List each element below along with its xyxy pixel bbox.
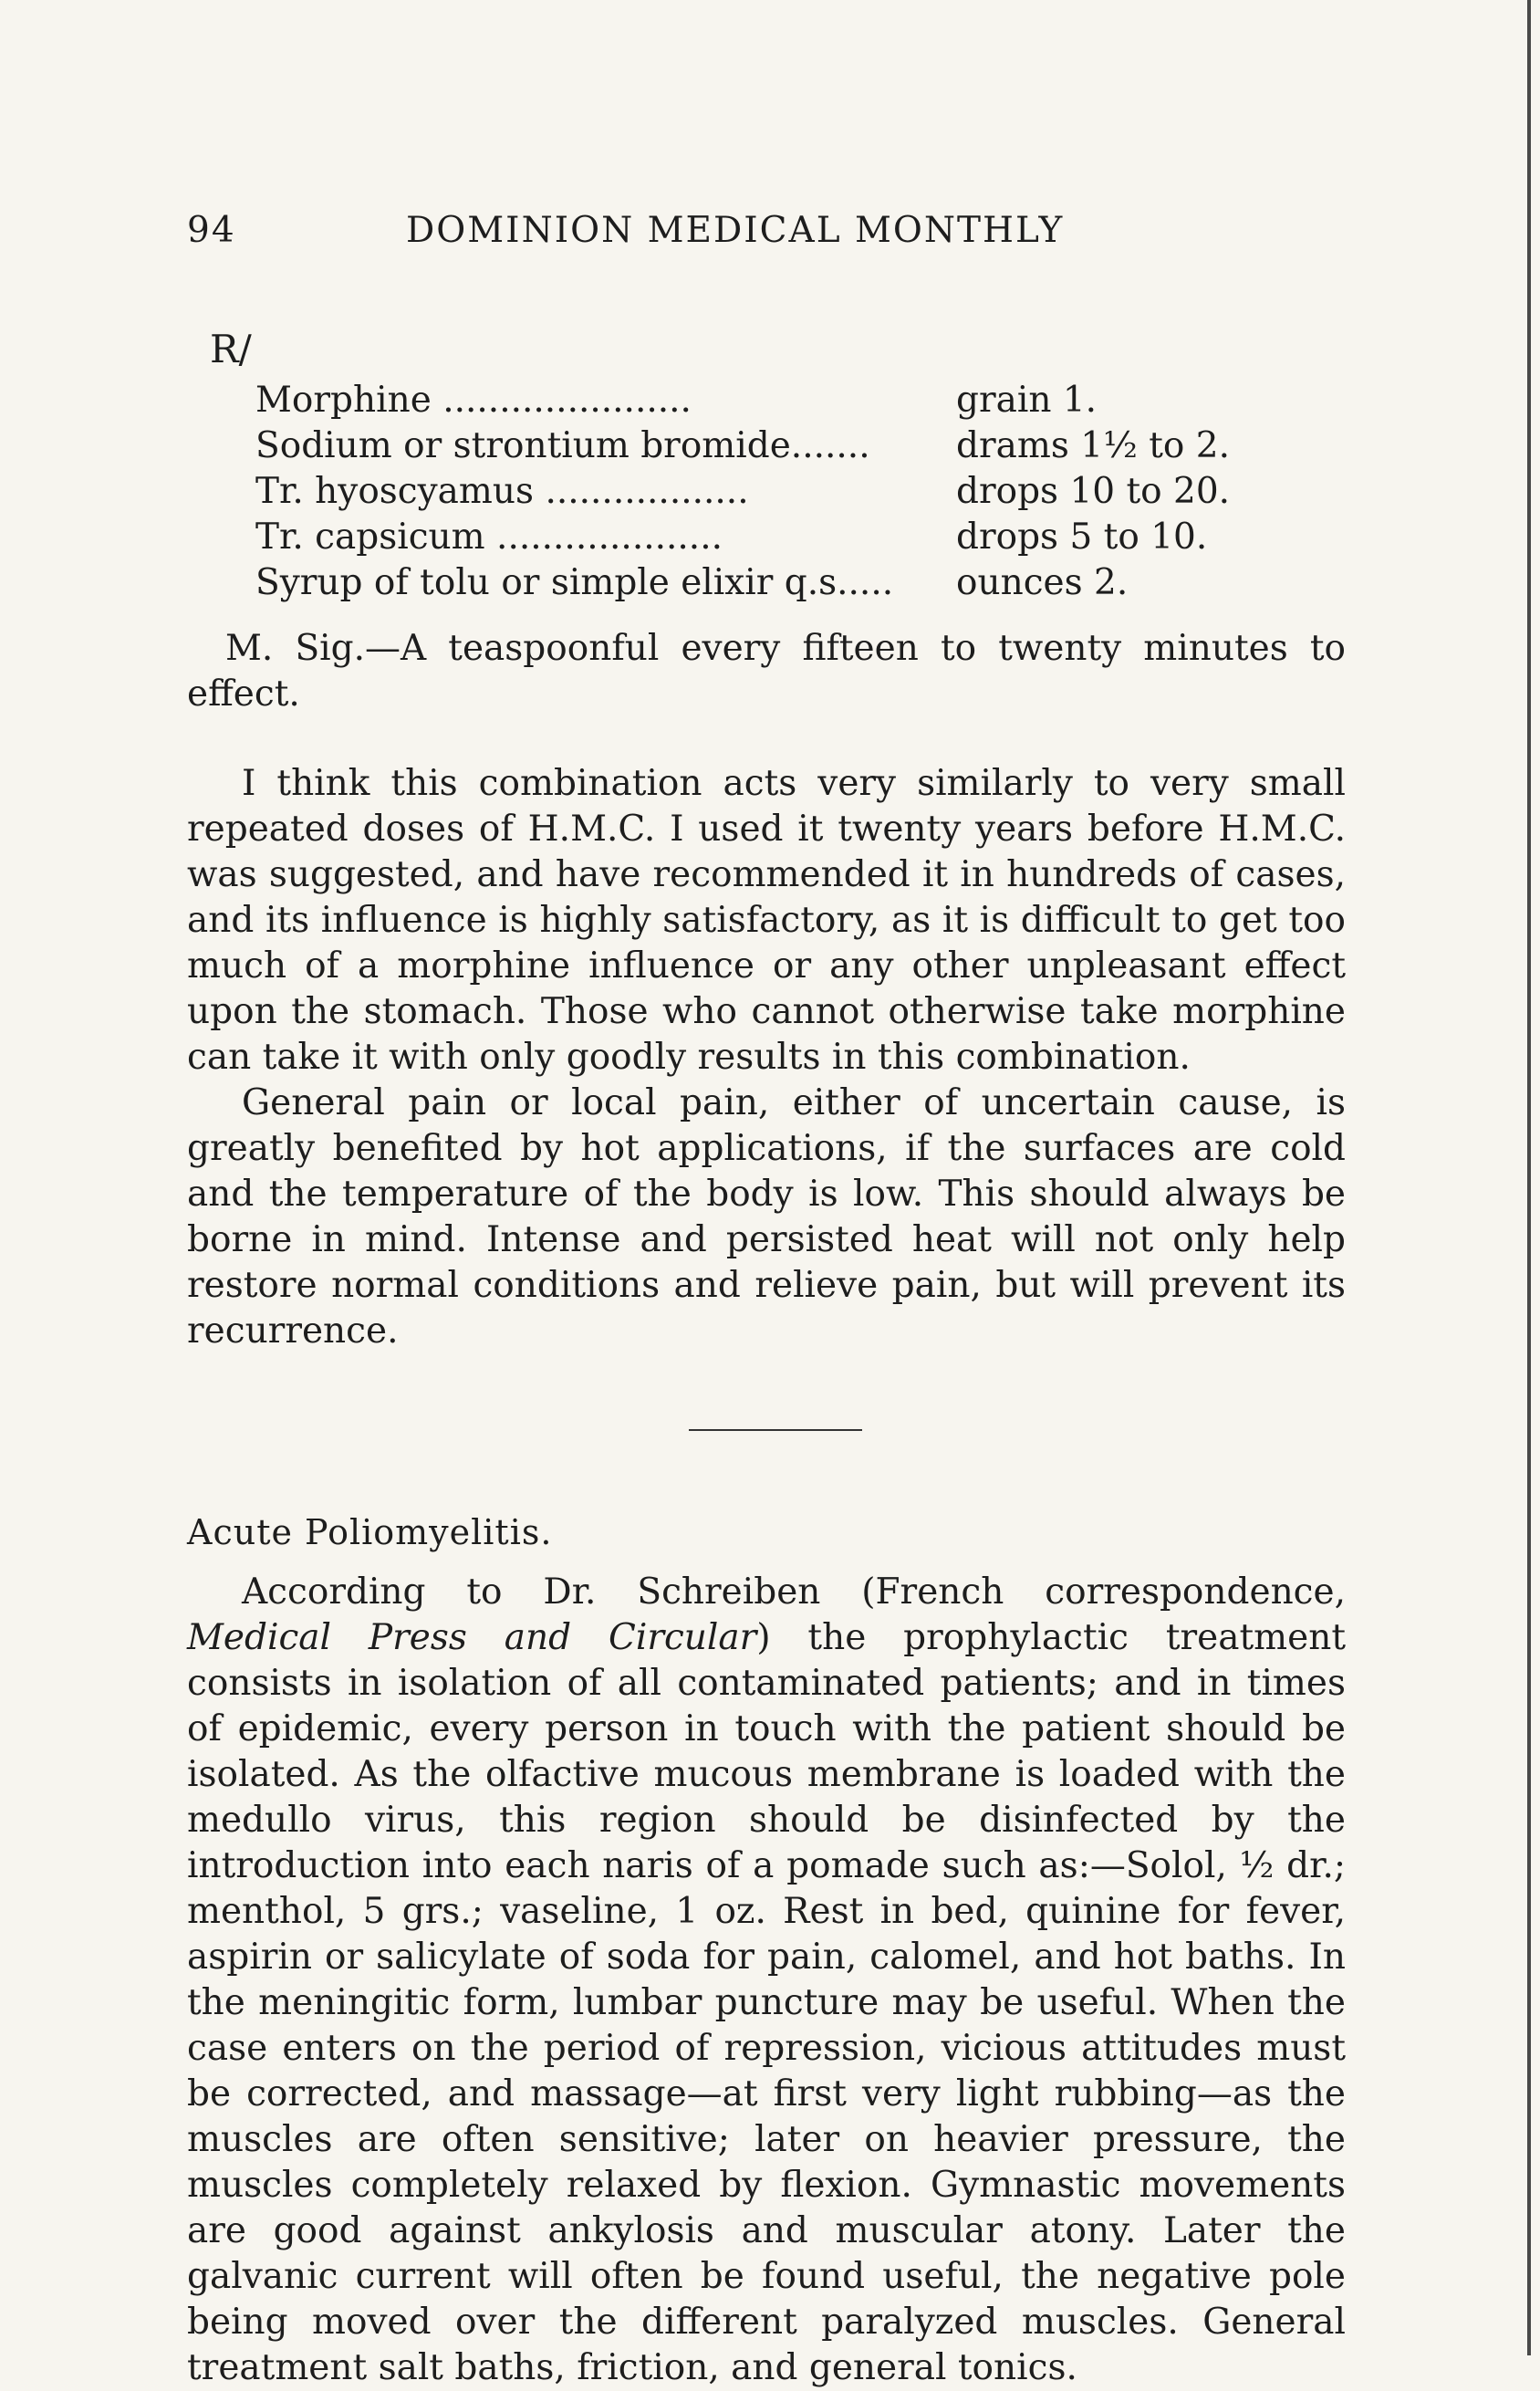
prescription-item-name: Tr. capsicum .................... [255, 517, 723, 558]
body-paragraph: General pain or local pain, either of uncertain cause, is greatly benefited by hot applications, if the surfaces are cold and the temperature of the body is low. This should always be borne in mind. Intense and persisted heat will not only help restore normal conditions and relieve pain, but will prevent its recurrence. [187, 1082, 1346, 1352]
prescription-item [255, 469, 1346, 515]
page-header [187, 192, 1346, 256]
prescription-item [255, 515, 1346, 560]
prescription-item-name: Syrup of tolu or simple elixir q.s..... [255, 562, 894, 603]
prescription-item-dose: drops 10 to 20. [956, 471, 1231, 512]
section-paragraph [187, 1570, 1346, 2391]
page-edge-line [1527, 0, 1531, 2355]
section-intro-text: According to Dr. Schreiben (French correspondence, [242, 1571, 1346, 1613]
page-number: 94 [187, 210, 236, 251]
prescription-symbol: R/ [210, 327, 252, 371]
prescription-item-name: Tr. hyoscyamus .................. [255, 471, 749, 512]
prescription-item-name: Morphine ...................... [255, 380, 692, 421]
prescription-list [255, 378, 1346, 606]
prescription-item [255, 423, 1346, 469]
section-body-text: ) the prophylactic treatment consists in isolation of all contaminated patients; and in times of epidemic, every person in touch with the patient should be isolated. As the olfactive mucous membrane is loaded with the medullo virus, this region should be disinfected by the introduction into each naris of a pomade such as:—Solol, ½ dr.; menthol, 5 grs.; vaseline, 1 oz. Rest in bed, quinine for fever, aspirin or salicylate of soda for pain, calomel, and hot baths. In the meningitic form, lumbar puncture may be useful. When the case enters on the period of repression, vicious attitudes must be corrected, and massage—at first very light rubbing—as the muscles are often sensitive; later on heavier pressure, the muscles completely relaxed by flexion. Gymnastic movements are good against ankylosis and muscular atony. Later the galvanic current will often be found useful, the negative pole being moved over the different paralyzed muscles. General treatment salt baths, friction, and general tonics. [187, 1617, 1346, 2388]
journal-title: Medical Press and Circular [187, 1617, 757, 1658]
prescription-item-dose: drams 1½ to 2. [956, 425, 1231, 466]
document-page [187, 192, 1346, 2391]
running-head: DOMINION MEDICAL MONTHLY [406, 210, 1065, 251]
prescription-item-dose: drops 5 to 10. [956, 517, 1208, 558]
prescription-item [255, 560, 1346, 606]
prescription-item-dose: grain 1. [956, 380, 1098, 421]
prescription-item-dose: ounces 2. [956, 562, 1129, 603]
section-divider [689, 1429, 862, 1431]
body-paragraph: I think this combination acts very similarly to very small repeated doses of H.M.C. I used it twenty years before H.M.C. was suggested, and have recommended it in hundreds of cases, and its influence is highly satisfactory, as it is difficult to get too much of a morphine influence or any other unpleasant effect upon the stomach. Those who cannot otherwise take morphine can take it with only goodly results in this combination. [187, 763, 1346, 1078]
section-title: Acute Poliomyelitis. [187, 1512, 553, 1552]
prescription-item-name: Sodium or strontium bromide....... [255, 425, 870, 466]
prescription-item [255, 378, 1346, 423]
prescription-signature: M. Sig.—A teaspoonful every fifteen to twenty minutes to effect. [187, 628, 1346, 715]
